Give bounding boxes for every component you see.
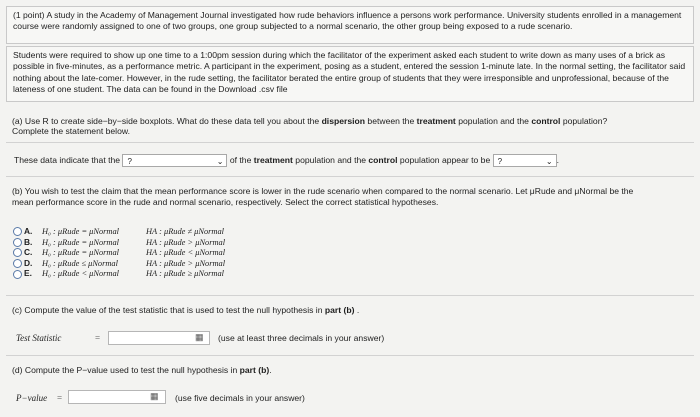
radio-button[interactable] bbox=[13, 270, 22, 279]
null-hypothesis: H₀ : μRude ≤ μNormal bbox=[42, 258, 118, 268]
part-a-instruction: Complete the statement below. bbox=[12, 126, 130, 136]
option-label: D. bbox=[24, 257, 33, 268]
statement-text-2: population and the bbox=[292, 154, 369, 165]
select-value: ? bbox=[127, 157, 132, 166]
part-a-bold-control: control bbox=[531, 116, 561, 126]
part-c-bold: part (b) bbox=[324, 305, 355, 315]
chevron-down-icon: ⌄ bbox=[545, 157, 553, 166]
alternative-hypothesis: HA : μRude ≥ μNormal bbox=[146, 269, 224, 279]
setup-panel bbox=[6, 46, 694, 102]
dispersion-select[interactable] bbox=[122, 154, 227, 167]
part-a-statement bbox=[14, 154, 559, 167]
statement-text-3: population appear to be bbox=[397, 154, 491, 165]
p-value-hint: (use five decimals in your answer) bbox=[175, 393, 305, 403]
option-label: B. bbox=[24, 236, 33, 247]
alternative-hypothesis: HA : μRude > μNormal bbox=[146, 258, 226, 268]
part-b-question-1: (b) You wish to test the claim that the mean performance score is lower in the rude scenario when compared to the normal scenario. Let μRude and μNormal be the bbox=[12, 186, 634, 196]
part-a-text-1: (a) Use R to create side−by−side boxplots. What do these data tell you about the bbox=[12, 116, 322, 126]
intro-body: A study in the Academy of Management Journal investigated how rude behaviors influence a persons work performance. University students enrolled in a management course were randomly assigned to one of two groups, one group subjected to a normal scenario, the other group being exposed to a rude scenario. bbox=[13, 10, 682, 32]
radio-button[interactable] bbox=[13, 248, 22, 257]
part-c-text: (c) Compute the value of the test statistic that is used to test the null hypothesis in bbox=[12, 305, 325, 315]
alternative-hypothesis: HA : μRude < μNormal bbox=[146, 248, 226, 258]
divider bbox=[6, 295, 694, 296]
matrix-input-icon[interactable]: ▦ bbox=[150, 391, 159, 401]
intro-text bbox=[7, 7, 693, 36]
part-a-text-4: population? bbox=[560, 116, 608, 126]
divider bbox=[6, 355, 694, 356]
statement-end: . bbox=[556, 154, 560, 165]
part-a-bold-treatment: treatment bbox=[416, 116, 456, 126]
p-value-label: P−value bbox=[16, 393, 48, 403]
test-statistic-hint: (use at least three decimals in your answer) bbox=[218, 333, 385, 343]
statement-text-1: of the bbox=[229, 154, 254, 165]
part-d-bold: part (b) bbox=[239, 365, 270, 375]
divider bbox=[6, 142, 694, 143]
intro-panel bbox=[6, 6, 694, 44]
comparison-select[interactable] bbox=[493, 154, 560, 167]
statement-bold-control: control bbox=[368, 154, 398, 165]
null-hypothesis: H₀ : μRude < μNormal bbox=[42, 269, 119, 279]
alternative-hypothesis: HA : μRude ≠ μNormal bbox=[146, 227, 224, 236]
radio-button[interactable] bbox=[13, 227, 22, 236]
equals-sign: = bbox=[95, 333, 101, 343]
hypothesis-option[interactable] bbox=[13, 268, 224, 279]
part-d-end: . bbox=[269, 365, 272, 375]
radio-button[interactable] bbox=[13, 238, 22, 247]
points-label: (1 point) bbox=[13, 10, 45, 20]
select-value: ? bbox=[497, 157, 503, 166]
part-a-text-3: population and the bbox=[455, 116, 532, 126]
equals-sign: = bbox=[57, 393, 63, 403]
test-statistic-label: Test Statistic bbox=[16, 333, 62, 343]
statement-bold-treatment: treatment bbox=[253, 154, 293, 165]
statement-prefix: These data indicate that the bbox=[14, 154, 121, 165]
null-hypothesis: H₀ : μRude = μNormal bbox=[42, 237, 119, 247]
alternative-hypothesis: HA : μRude > μNormal bbox=[146, 237, 226, 247]
part-c-question bbox=[12, 305, 359, 316]
part-d-question bbox=[12, 365, 272, 376]
option-label: C. bbox=[24, 247, 33, 258]
chevron-down-icon: ⌄ bbox=[216, 157, 224, 166]
radio-button[interactable] bbox=[13, 259, 22, 268]
setup-text: Students were required to show up one time to a 1:00pm session during which the facilitator of the experiment asked each student to write down as many uses of a brick as possible in five-minutes, as a performance metric. A participant in the experiment, posing as a student, entered the session 1-minute late. In the normal setting, the facilitator said nothing about the late-comer. However, in the rude setting, the facilitator berated the entire group of students that they were irresponsible and unprofessional, because of the lateness of one student. The data can be found in the Download .csv file bbox=[13, 50, 686, 95]
part-a-text-2: between the bbox=[365, 116, 417, 126]
option-label: E. bbox=[24, 268, 32, 279]
part-c-end: . bbox=[354, 305, 360, 315]
null-hypothesis: H₀ : μRude = μNormal bbox=[42, 248, 119, 258]
part-d-text: (d) Compute the P−value used to test the null hypothesis in bbox=[12, 365, 240, 375]
divider bbox=[6, 176, 694, 177]
null-hypothesis: H₀ : μRude = μNormal bbox=[42, 227, 119, 236]
option-label: A. bbox=[24, 226, 33, 236]
part-b-question-2: mean performance score in the rude and normal scenario, respectively. Select the correct statistical hypotheses. bbox=[12, 197, 439, 207]
part-a-bold-dispersion: dispersion bbox=[321, 116, 366, 126]
matrix-input-icon[interactable]: ▦ bbox=[195, 332, 204, 342]
